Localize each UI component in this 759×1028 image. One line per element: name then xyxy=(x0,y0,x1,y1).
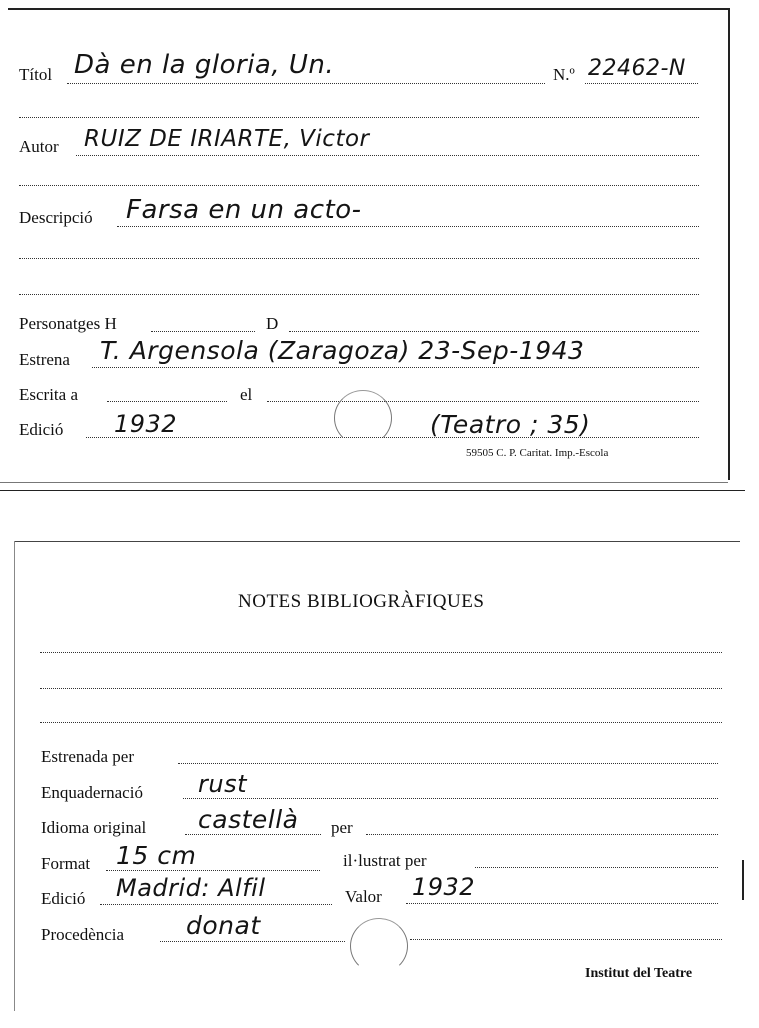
procedencia-line-right xyxy=(410,939,722,940)
estrena-line xyxy=(92,367,699,368)
edicio-extra: (Teatro ; 35) xyxy=(430,410,591,439)
rule-4 xyxy=(19,294,699,295)
procedencia-value: donat xyxy=(186,911,261,940)
valor-line xyxy=(406,903,718,904)
enquadernacio-line xyxy=(183,798,718,799)
idioma-line xyxy=(185,834,321,835)
bottom-edicio-line xyxy=(100,904,332,905)
procedencia-label: Procedència xyxy=(41,925,125,944)
personatges-d-line xyxy=(289,331,699,332)
top-card-top-edge xyxy=(8,8,730,10)
top-card-right-edge xyxy=(728,10,730,480)
numero-line xyxy=(585,83,698,84)
rule-2 xyxy=(19,185,699,186)
top-card-bottom-edge xyxy=(0,490,745,491)
titol-label: Títol xyxy=(19,65,53,84)
valor-label: Valor xyxy=(345,887,382,906)
punch-hole-bottom xyxy=(350,918,408,974)
per-line xyxy=(366,834,718,835)
enquadernacio-label: Enquadernació xyxy=(41,783,143,802)
personatges-h-line xyxy=(151,331,255,332)
autor-label: Autor xyxy=(19,137,59,156)
escrita-line xyxy=(107,401,227,402)
edicio-value: 1932 xyxy=(114,410,178,438)
procedencia-line-left xyxy=(160,941,345,942)
rule-1 xyxy=(19,117,699,118)
el-label: el xyxy=(240,385,253,404)
descripcio-value: Farsa en un acto- xyxy=(126,195,362,225)
punch-hole-top xyxy=(334,390,392,446)
institution-name: Institut del Teatre xyxy=(585,966,693,981)
illustrat-label: il·lustrat per xyxy=(343,851,427,870)
printer-note: 59505 C. P. Caritat. Imp.-Escola xyxy=(466,447,609,459)
titol-line xyxy=(67,83,545,84)
notes-rule-1 xyxy=(40,652,722,653)
idioma-value: castellà xyxy=(198,805,299,834)
descripcio-line xyxy=(117,226,699,227)
enquadernacio-value: rust xyxy=(198,770,247,798)
estrena-value: T. Argensola (Zaragoza) 23-Sep-1943 xyxy=(100,336,585,365)
format-line xyxy=(106,870,320,871)
personatges-label: Personatges H xyxy=(19,314,117,333)
per-label: per xyxy=(331,818,353,837)
bottom-edicio-value: Madrid: Alfil xyxy=(116,874,266,902)
valor-value: 1932 xyxy=(412,873,476,901)
bottom-card-top-edge xyxy=(15,541,740,542)
autor-value: RUIZ DE IRIARTE, Victor xyxy=(84,126,370,152)
edicio-label: Edició xyxy=(19,420,64,439)
escrita-label: Escrita a xyxy=(19,385,78,404)
autor-line xyxy=(76,155,699,156)
format-value: 15 cm xyxy=(116,841,197,870)
descripcio-label: Descripció xyxy=(19,208,93,227)
estrenada-line xyxy=(178,763,718,764)
bottom-card-right-edge xyxy=(742,860,744,900)
bottom-card-left-edge xyxy=(14,541,15,1011)
notes-rule-3 xyxy=(40,722,722,723)
format-label: Format xyxy=(41,854,91,873)
personatges-d-label: D xyxy=(266,314,279,333)
estrenada-label: Estrenada per xyxy=(41,747,134,766)
notes-rule-2 xyxy=(40,688,722,689)
rule-3 xyxy=(19,258,699,259)
top-card-shadow-edge xyxy=(0,482,728,483)
bottom-edicio-label: Edició xyxy=(41,889,86,908)
notes-heading: NOTES BIBLIOGRÀFIQUES xyxy=(238,591,485,612)
numero-value: 22462-N xyxy=(588,56,686,81)
el-line xyxy=(267,401,699,402)
idioma-label: Idioma original xyxy=(41,818,147,837)
edicio-line xyxy=(86,437,699,438)
estrena-label: Estrena xyxy=(19,350,70,369)
numero-label: N.º xyxy=(553,65,575,84)
illustrat-line xyxy=(475,867,718,868)
titol-value: Dà en la gloria, Un. xyxy=(74,50,335,80)
